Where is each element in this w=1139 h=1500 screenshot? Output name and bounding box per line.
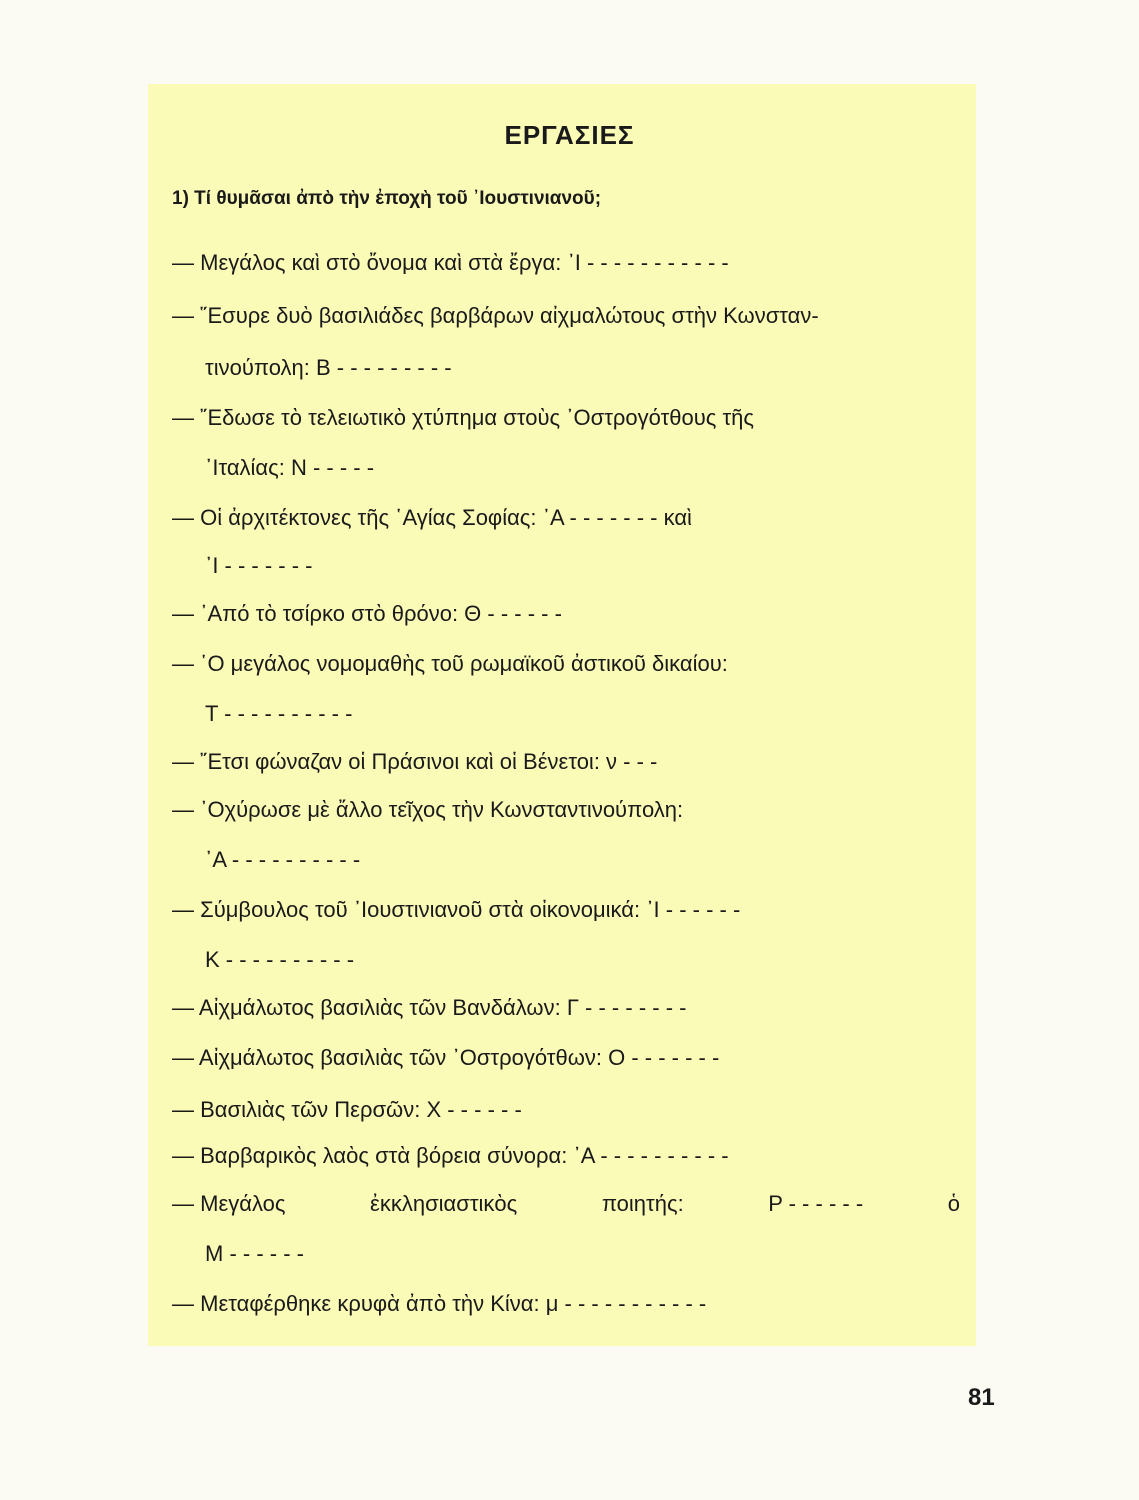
exercise-line: — Αἰχμάλωτος βασιλιὰς τῶν ᾿Οστρογότθων: Ο - - - - - - - xyxy=(172,1045,720,1070)
exercise-line: — ῎Εδωσε τὸ τελειωτικὸ χτύπημα στοὺς ᾿Οστρογότθους τῆς xyxy=(172,405,755,430)
line-part: ποιητής: xyxy=(601,1191,684,1216)
line-part: ἐκκλησιαστικὸς xyxy=(370,1191,518,1216)
line-part: ὁ xyxy=(947,1191,960,1216)
exercise-line: — ᾿Από τὸ τσίρκο στὸ θρόνο: Θ - - - - - - xyxy=(172,601,562,626)
exercise-line: ᾿Α - - - - - - - - - - xyxy=(205,847,361,872)
exercise-line: — ῾Ο μεγάλος νομομαθὴς τοῦ ρωμαϊκοῦ ἀστικοῦ δικαίου: xyxy=(172,651,728,676)
exercise-line: — Οἱ ἀρχιτέκτονες τῆς ῾Αγίας Σοφίας: ᾿Α - - - - - - - καὶ xyxy=(172,505,692,530)
exercise-line: ᾿Ι - - - - - - - xyxy=(205,553,313,578)
exercise-line: Κ - - - - - - - - - - xyxy=(205,947,355,972)
exercise-line: ᾿Ιταλίας: Ν - - - - - xyxy=(205,455,375,480)
exercise-line xyxy=(172,1191,960,1217)
exercise-line: — ᾿Οχύρωσε μὲ ἄλλο τεῖχος τὴν Κωνσταντινούπολη: xyxy=(172,797,684,822)
exercise-line: — ῎Ετσι φώναζαν οἱ Πράσινοι καὶ οἱ Βένετοι: ν - - - xyxy=(172,749,658,774)
exercise-line: — Βασιλιὰς τῶν Περσῶν: Χ - - - - - - xyxy=(172,1097,522,1122)
question-heading: 1) Τί θυμᾶσαι ἀπὸ τὴν ἐποχὴ τοῦ ᾿Ιουστινιανοῦ; xyxy=(172,188,602,209)
page-number: 81 xyxy=(968,1384,995,1411)
exercise-line: — Βαρβαρικὸς λαὸς στὰ βόρεια σύνορα: ᾿Α - - - - - - - - - - xyxy=(172,1143,729,1168)
page-title: ΕΡΓΑΣΙΕΣ xyxy=(504,120,635,150)
exercise-line: — Σύμβουλος τοῦ ᾿Ιουστινιανοῦ στὰ οἰκονομικά: ᾿Ι - - - - - - xyxy=(172,897,741,922)
exercise-line: — Μεταφέρθηκε κρυφὰ ἀπὸ τὴν Κίνα: μ - - - - - - - - - - - xyxy=(172,1291,707,1316)
line-part: Ρ - - - - - - xyxy=(768,1191,864,1216)
exercise-line: — Αἰχμάλωτος βασιλιὰς τῶν Βανδάλων: Γ - - - - - - - - xyxy=(172,995,687,1020)
exercise-line: Μ - - - - - - xyxy=(205,1241,304,1266)
exercise-line: — ῞Εσυρε δυὸ βασιλιάδες βαρβάρων αἰχμαλώτους στὴν Κωνσταν- xyxy=(172,303,819,328)
line-part: — Μεγάλος xyxy=(172,1191,286,1216)
exercise-line: τινούπολη: Β - - - - - - - - - xyxy=(205,355,452,380)
exercise-line: — Μεγάλος καὶ στὸ ὄνομα καὶ στὰ ἔργα: ᾿Ι - - - - - - - - - - - xyxy=(172,250,729,275)
exercise-line: Τ - - - - - - - - - - xyxy=(205,701,353,726)
